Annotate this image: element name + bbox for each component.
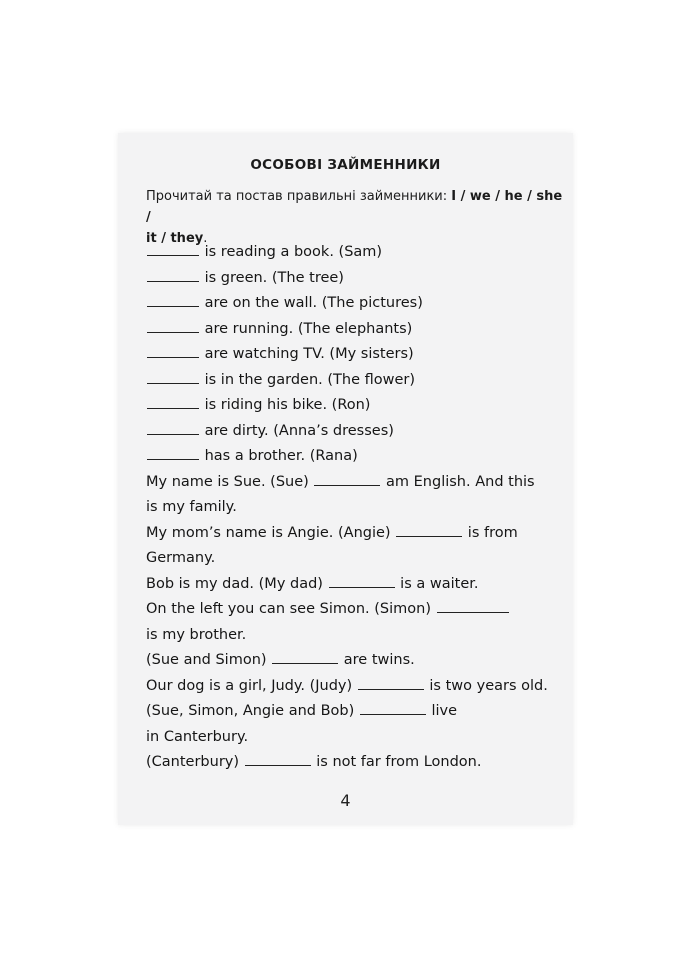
story-line xyxy=(146,648,571,674)
exercise-line xyxy=(146,317,571,343)
sentence-text: is reading a book. (Sam) xyxy=(200,244,383,260)
answer-blank[interactable] xyxy=(245,751,311,766)
story-text: is my family. xyxy=(146,499,237,515)
story-line xyxy=(146,699,571,725)
story-line xyxy=(146,572,571,598)
answer-blank[interactable] xyxy=(147,394,199,409)
story-line xyxy=(146,546,571,572)
sentence-text: are dirty. (Anna’s dresses) xyxy=(200,422,394,439)
answer-blank[interactable] xyxy=(396,522,462,537)
story-line xyxy=(146,674,571,700)
sentence-text: are running. (The elephants) xyxy=(200,320,413,337)
sentence-text: is in the garden. (The flower) xyxy=(200,371,416,388)
answer-blank[interactable] xyxy=(147,369,199,384)
page-title: ОСОБОВІ ЗАЙМЕННИКИ xyxy=(250,157,441,173)
story-text: in Canterbury. xyxy=(146,728,249,745)
story-text: Bob is my dad. (My dad) xyxy=(146,575,328,592)
exercise-line xyxy=(146,291,571,317)
worksheet-page xyxy=(118,133,573,825)
exercise-line xyxy=(146,342,571,368)
exercise-line xyxy=(146,266,571,292)
page-number: 4 xyxy=(340,791,351,810)
story-text: (Sue and Simon) xyxy=(146,652,272,668)
answer-blank[interactable] xyxy=(147,343,199,358)
answer-blank[interactable] xyxy=(147,318,199,333)
story-text: live xyxy=(426,703,458,719)
exercise-line xyxy=(146,444,571,470)
sentence-text: is riding his bike. (Ron) xyxy=(200,397,371,413)
story-line xyxy=(146,470,571,496)
answer-blank[interactable] xyxy=(437,598,509,613)
story-line xyxy=(146,623,571,649)
answer-blank[interactable] xyxy=(272,649,338,664)
story-text: is two years old. xyxy=(424,677,548,694)
story-text: is from xyxy=(463,524,518,541)
answer-blank[interactable] xyxy=(358,675,424,690)
story-text: My name is Sue. (Sue) xyxy=(146,473,314,490)
sentence-text: is green. (The tree) xyxy=(200,269,344,286)
story-text: Germany. xyxy=(146,550,216,566)
story-text: is my brother. xyxy=(146,626,247,643)
story-line xyxy=(146,725,571,751)
story-text: am English. And this xyxy=(381,473,535,490)
story-text: On the left you can see Simon. (Simon) xyxy=(146,601,436,617)
answer-blank[interactable] xyxy=(314,471,380,486)
pronoun-options-2: it / they xyxy=(146,231,204,246)
sentence-text: has a brother. (Rana) xyxy=(200,448,358,464)
pronoun-options-1: I / we / he / she / xyxy=(146,189,563,225)
exercise-line xyxy=(146,240,571,266)
story-line xyxy=(146,597,571,623)
answer-blank[interactable] xyxy=(147,241,199,256)
story-line xyxy=(146,750,571,776)
answer-blank[interactable] xyxy=(147,292,199,307)
answer-blank[interactable] xyxy=(329,573,395,588)
story-text: (Canterbury) xyxy=(146,754,244,770)
answer-blank[interactable] xyxy=(147,445,199,460)
story-text: is not far from London. xyxy=(311,754,482,770)
instruction-text: Прочитай та постав правильні займенники: xyxy=(146,189,452,204)
story-text: Our dog is a girl, Judy. (Judy) xyxy=(146,677,357,694)
sentence-text: are watching TV. (My sisters) xyxy=(200,346,414,362)
exercise-line xyxy=(146,393,571,419)
answer-blank[interactable] xyxy=(147,267,199,282)
exercise-line xyxy=(146,368,571,394)
answer-blank[interactable] xyxy=(360,700,426,715)
answer-blank[interactable] xyxy=(147,420,199,435)
story-line xyxy=(146,521,571,547)
story-text: are twins. xyxy=(339,652,415,668)
story-text: (Sue, Simon, Angie and Bob) xyxy=(146,703,359,719)
story-line xyxy=(146,495,571,521)
sentence-text: are on the wall. (The pictures) xyxy=(200,295,423,311)
story-text: My mom’s name is Angie. (Angie) xyxy=(146,524,396,541)
exercise-line xyxy=(146,419,571,445)
exercise-lines xyxy=(146,240,571,776)
story-text: is a waiter. xyxy=(395,575,479,592)
instruction-end: . xyxy=(203,231,208,246)
